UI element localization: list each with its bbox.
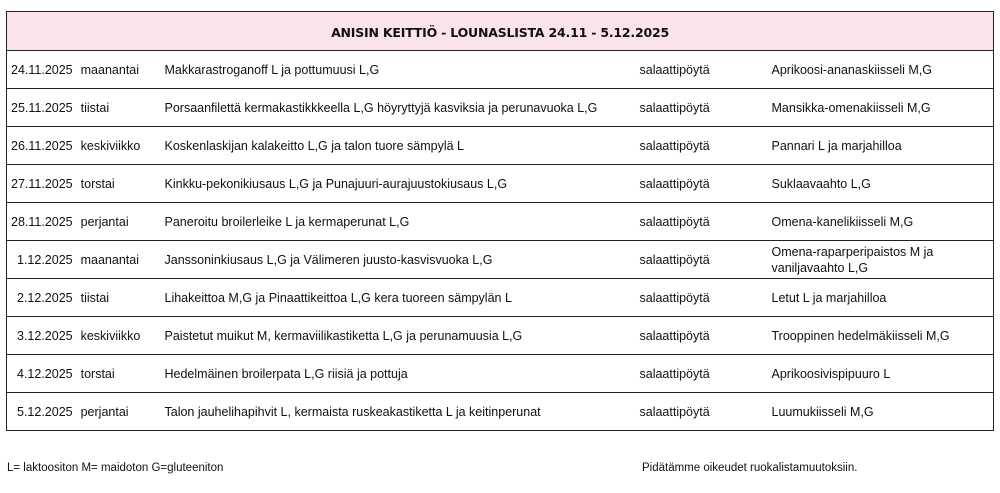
dessert: Omena-raparperipaistos M ja vaniljavaahto L,G (770, 241, 994, 279)
dessert: Trooppinen hedelmäkiisseli M,G (770, 317, 994, 355)
date-cell (7, 51, 159, 89)
main-dish: Lihakeittoa M,G ja Pinaattikeittoa L,G kera tuoreen sämpylän L (159, 279, 640, 317)
dessert: Aprikoosivispipuuro L (770, 355, 994, 393)
menu-weekday: perjantai (80, 404, 129, 419)
main-dish: Janssoninkiusaus L,G ja Välimeren juusto-kasvisvuoka L,G (159, 241, 640, 279)
dessert: Aprikoosi-ananaskiisseli M,G (770, 51, 994, 89)
menu-date: 24.11.2025 (11, 62, 73, 77)
date-cell (7, 89, 159, 127)
menu-row (7, 127, 994, 165)
allergen-legend: L= laktoositon M= maidoton G=gluteeniton (7, 462, 224, 474)
menu-date: 3.12.2025 (17, 328, 73, 343)
salad-bar: salaattipöytä (640, 279, 770, 317)
menu-date: 25.11.2025 (11, 100, 73, 115)
dessert: Pannari L ja marjahilloa (770, 127, 994, 165)
menu-weekday: keskiviikko (80, 328, 141, 343)
lunch-menu-table (6, 11, 994, 431)
menu-row (7, 355, 994, 393)
menu-title: ANISIN KEITTIÖ - LOUNASLISTA 24.11 - 5.12.2025 (7, 12, 994, 51)
menu-weekday: perjantai (80, 214, 129, 229)
menu-row (7, 51, 994, 89)
main-dish: Porsaanfilettä kermakastikkkeella L,G höyryttyjä kasviksia ja perunavuoka L,G (159, 89, 640, 127)
menu-date: 27.11.2025 (11, 176, 73, 191)
menu-row (7, 393, 994, 431)
menu-weekday: keskiviikko (80, 138, 141, 153)
menu-row (7, 89, 994, 127)
main-dish: Kinkku-pekonikiusaus L,G ja Punajuuri-aurajuustokiusaus L,G (159, 165, 640, 203)
salad-bar: salaattipöytä (640, 203, 770, 241)
dessert: Letut L ja marjahilloa (770, 279, 994, 317)
menu-date: 1.12.2025 (17, 252, 73, 267)
menu-date: 26.11.2025 (11, 138, 73, 153)
dessert: Luumukiisseli M,G (770, 393, 994, 431)
main-dish: Talon jauhelihapihvit L, kermaista ruskeakastiketta L ja keitinperunat (159, 393, 640, 431)
change-notice: Pidätämme oikeudet ruokalistamuutoksiin. (642, 462, 858, 474)
menu-date: 4.12.2025 (17, 366, 73, 381)
dessert: Suklaavaahto L,G (770, 165, 994, 203)
date-cell (7, 317, 159, 355)
main-dish: Koskenlaskijan kalakeitto L,G ja talon tuore sämpylä L (159, 127, 640, 165)
salad-bar: salaattipöytä (640, 127, 770, 165)
menu-row (7, 203, 994, 241)
menu-date: 2.12.2025 (17, 290, 73, 305)
menu-weekday: maanantai (80, 62, 140, 77)
date-cell (7, 165, 159, 203)
menu-weekday: maanantai (80, 252, 139, 267)
menu-weekday: torstai (80, 176, 115, 191)
main-dish: Paistetut muikut M, kermaviilikastiketta L,G ja perunamuusia L,G (159, 317, 640, 355)
date-cell (7, 203, 159, 241)
menu-row (7, 279, 994, 317)
date-cell (7, 241, 159, 279)
main-dish: Paneroitu broilerleike L ja kermaperunat L,G (159, 203, 640, 241)
salad-bar: salaattipöytä (640, 355, 770, 393)
date-cell (7, 127, 159, 165)
salad-bar: salaattipöytä (640, 393, 770, 431)
date-cell (7, 355, 159, 393)
salad-bar: salaattipöytä (640, 89, 770, 127)
date-cell (7, 393, 159, 431)
salad-bar: salaattipöytä (640, 165, 770, 203)
menu-row (7, 165, 994, 203)
menu-row (7, 241, 994, 279)
menu-weekday: tiistai (80, 100, 110, 115)
salad-bar: salaattipöytä (640, 241, 770, 279)
menu-date: 28.11.2025 (11, 214, 73, 229)
salad-bar: salaattipöytä (640, 51, 770, 89)
main-dish: Hedelmäinen broilerpata L,G riisiä ja pottuja (159, 355, 640, 393)
menu-row (7, 317, 994, 355)
title-row (7, 12, 994, 51)
dessert: Omena-kanelikiisseli M,G (770, 203, 994, 241)
menu-date: 5.12.2025 (17, 404, 73, 419)
main-dish: Makkarastroganoff L ja pottumuusi L,G (159, 51, 640, 89)
menu-weekday: tiistai (80, 290, 110, 305)
salad-bar: salaattipöytä (640, 317, 770, 355)
date-cell (7, 279, 159, 317)
menu-weekday: torstai (80, 366, 115, 381)
dessert: Mansikka-omenakiisseli M,G (770, 89, 994, 127)
